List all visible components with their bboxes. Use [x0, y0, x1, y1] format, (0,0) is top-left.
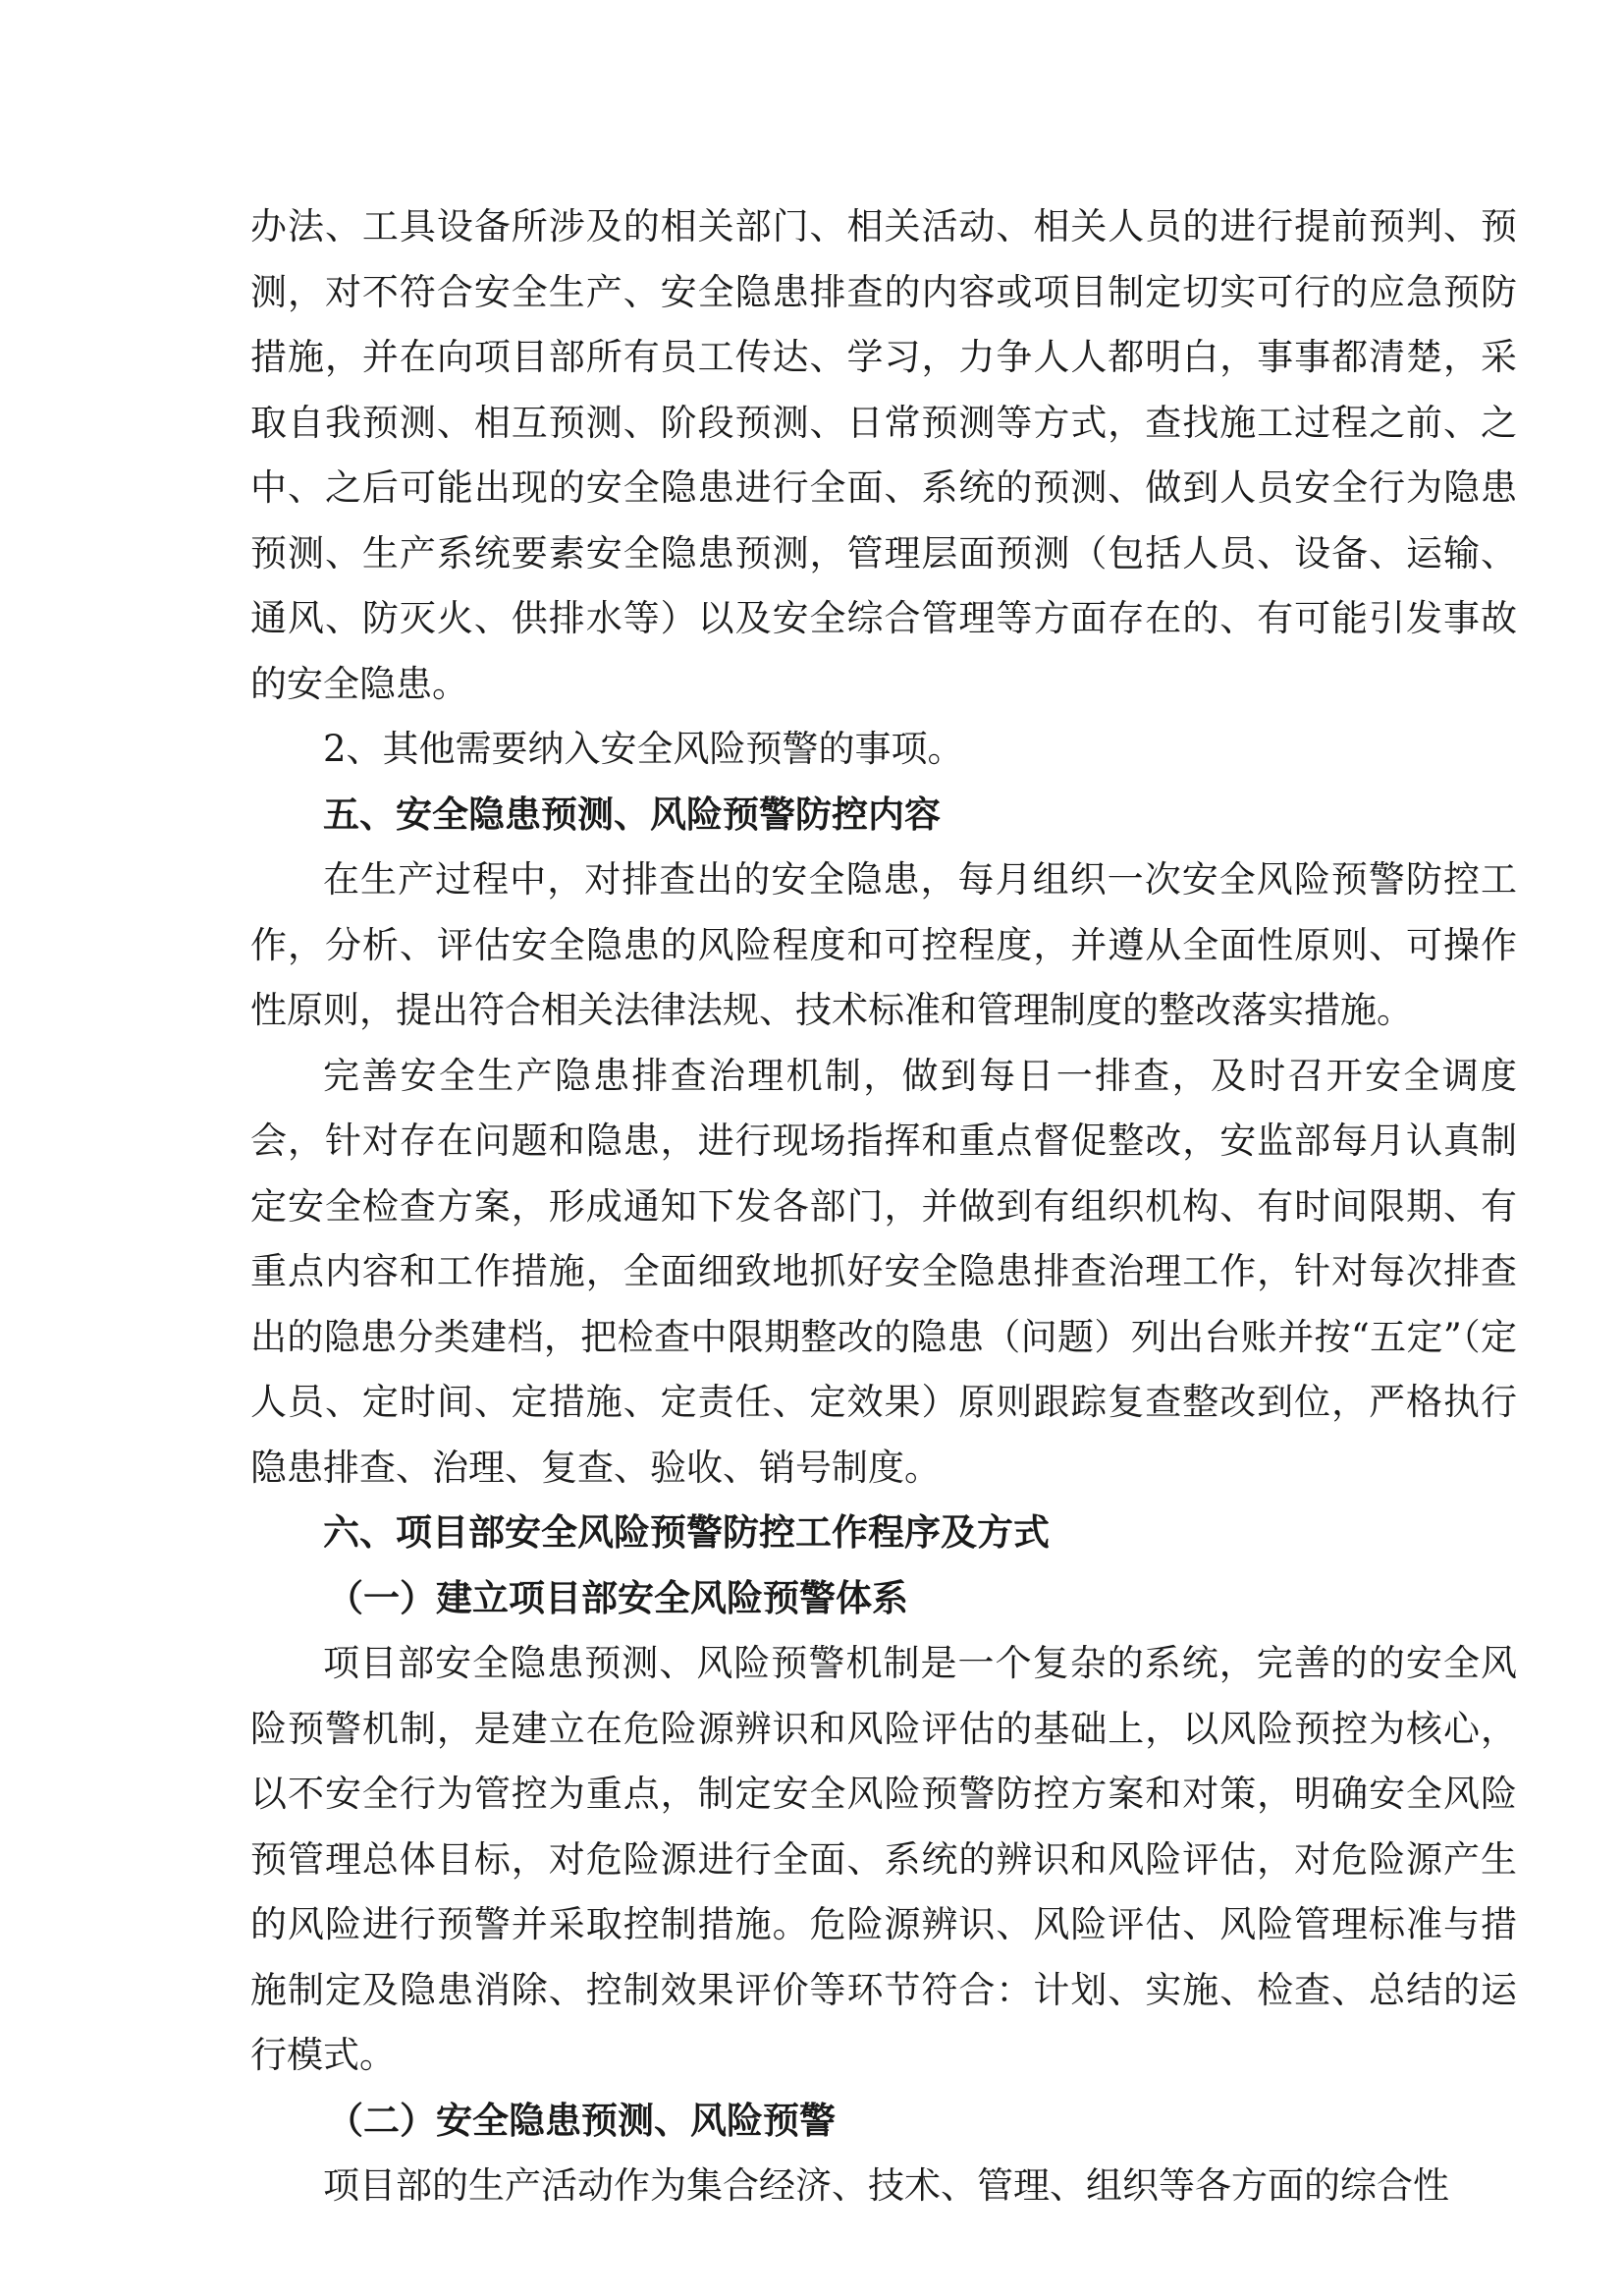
subsection-heading-1: （一）建立项目部安全风险预警体系 — [327, 1576, 908, 1619]
list-item-2: 2、其他需要纳入安全风险预警的事项。 — [323, 728, 964, 770]
document-body — [250, 194, 1517, 2219]
paragraph-production-activity: 项目部的生产活动作为集合经济、技术、管理、组织等各方面的综合性 — [323, 2164, 1449, 2207]
section-heading-6: 六、项目部安全风险预警防控工作程序及方式 — [323, 1511, 1050, 1554]
paragraph-production-process: 在生产过程中，对排查出的安全隐患，每月组织一次安全风险预警防控工作，分析、评估安全隐患的风险程度和可控程度，并遵从全面性原则、可操作性原则，提出符合相关法律法规、技术标准和管理制度的整改落实措施。 — [250, 858, 1517, 1031]
paragraph-warning-system: 项目部安全隐患预测、风险预警机制是一个复杂的系统，完善的的安全风险预警机制，是建立在危险源辨识和风险评估的基础上，以风险预控为核心，以不安全行为管控为重点，制定安全风险预警防控方案和对策，明确安全风险预管理总体目标，对危险源进行全面、系统的辨识和风险评估，对危险源产生的风险进行预警并采取控制措施。危险源辨识、风险评估、风险管理标准与措施制定及隐患消除、控制效果评价等环节符合：计划、实施、检查、总结的运行模式。 — [250, 1642, 1517, 2076]
subsection-heading-2: （二）安全隐患预测、风险预警 — [327, 2099, 836, 2142]
paragraph-continuation: 办法、工具设备所涉及的相关部门、相关活动、相关人员的进行提前预判、预测，对不符合安全生产、安全隐患排查的内容或项目制定切实可行的应急预防措施，并在向项目部所有员工传达、学习，力争人人都明白，事事都清楚，采取自我预测、相互预测、阶段预测、日常预测等方式，查找施工过程之前、之中、之后可能出现的安全隐患进行全面、系统的预测、做到人员安全行为隐患预测、生产系统要素安全隐患预测，管理层面预测（包括人员、设备、运输、通风、防灭火、供排水等）以及安全综合管理等方面存在的、有可能引发事故的安全隐患。 — [250, 205, 1517, 705]
paragraph-hazard-mechanism: 完善安全生产隐患排查治理机制，做到每日一排查，及时召开安全调度会，针对存在问题和隐患，进行现场指挥和重点督促整改，安监部每月认真制定安全检查方案，形成通知下发各部门，并做到有组织机构、有时间限期、有重点内容和工作措施，全面细致地抓好安全隐患排查治理工作，针对每次排查出的隐患分类建档，把检查中限期整改的隐患（问题）列出台账并按“五定”（定人员、定时间、定措施、定责任、定效果）原则跟踪复查整改到位，严格执行隐患排查、治理、复查、验收、销号制度。 — [250, 1054, 1517, 1489]
section-heading-5: 五、安全隐患预测、风险预警防控内容 — [323, 793, 941, 836]
